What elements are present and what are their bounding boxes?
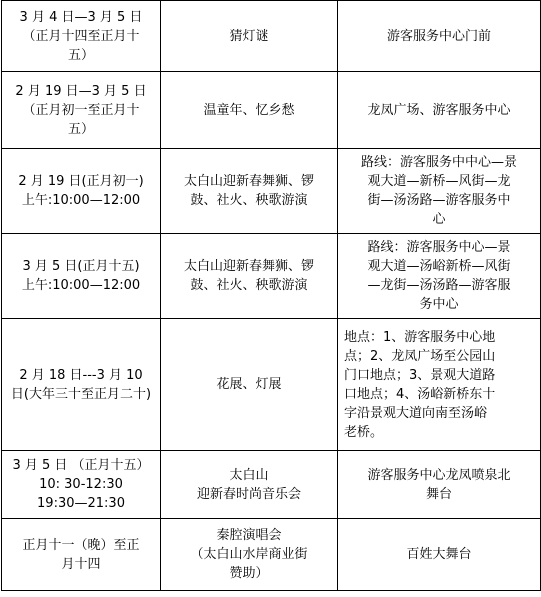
event-cell [161, 72, 338, 149]
cell-line: 点；2、龙凤广场至公园山 [344, 348, 496, 364]
location-cell [338, 234, 541, 319]
time-cell [2, 451, 161, 519]
cell-line: —龙街—汤汤路—游客服 [367, 278, 511, 293]
cell-line: 3 月 5 日(正月十五) [22, 259, 140, 274]
cell-line: 2 月 18 日---3 月 10 [19, 367, 143, 383]
cell-line: 太白山 [229, 467, 269, 483]
time-cell [2, 72, 161, 149]
cell-line: 心 [432, 212, 446, 227]
cell-line: 鼓、社火、秧歌游演 [190, 193, 308, 208]
event-cell [161, 234, 338, 319]
cell-line: 路线：游客服务中中心—景 [360, 155, 517, 170]
table-row [2, 1, 541, 72]
time-cell [2, 149, 161, 234]
time-cell [2, 519, 161, 591]
location-cell [338, 72, 541, 149]
cell-line: 五） [67, 121, 94, 137]
event-cell [161, 451, 338, 519]
table-row [2, 72, 541, 149]
cell-line: 鼓、社火、秧歌游演 [190, 278, 308, 293]
cell-line: 游客服务中心龙凤喷泉北 [367, 467, 511, 483]
location-cell [338, 319, 541, 451]
cell-line: 迎新春时尚音乐会 [196, 486, 301, 502]
cell-line: 日(大年三十至正月二十) [10, 386, 152, 402]
cell-line: 3 月 5 日 （正月十五） [12, 458, 150, 473]
cell-line: 月十四 [61, 556, 101, 572]
cell-line: 龙凤广场、游客服务中心 [367, 102, 511, 118]
schedule-body [2, 1, 541, 591]
cell-line: 3 月 4 日—3 月 5 日 [19, 9, 143, 25]
cell-line: 温童年、忆乡愁 [203, 102, 295, 118]
cell-line: 老桥。 [344, 424, 384, 440]
cell-line: 字沿景观大道向南至汤峪 [344, 405, 488, 421]
cell-line: 2 月 19 日(正月初一) [18, 174, 144, 189]
cell-line: 2 月 19 日—3 月 5 日 [15, 83, 147, 99]
table-row [2, 234, 541, 319]
location-cell [338, 519, 541, 591]
cell-line: 花展、灯展 [216, 377, 282, 392]
cell-line: （正月初一至正月十 [22, 102, 140, 118]
cell-line: 街—汤汤路—游客服务中 [367, 193, 511, 208]
cell-line: 上午:10:00—12:00 [21, 278, 141, 293]
cell-line: （正月十四至正月十 [22, 28, 140, 44]
table-row [2, 319, 541, 451]
location-cell [338, 1, 541, 72]
cell-line: 赞助） [229, 566, 269, 581]
time-cell [2, 1, 161, 72]
cell-line: 观大道—新桥—风街—龙 [367, 174, 511, 189]
time-cell [2, 319, 161, 451]
cell-line: 游客服务中心门前 [386, 28, 491, 44]
cell-line: 观大道—汤峪新桥—风街 [367, 259, 511, 274]
cell-line: 正月十一（晚）至正 [22, 537, 140, 553]
cell-line: 门口地点；3、景观大道路 [344, 367, 496, 383]
time-cell [2, 234, 161, 319]
event-cell [161, 1, 338, 72]
location-cell [338, 451, 541, 519]
table-row [2, 519, 541, 591]
location-cell [338, 149, 541, 234]
cell-line: 口地点；4、汤峪新桥东十 [344, 386, 496, 402]
table-row [2, 149, 541, 234]
table-row [2, 451, 541, 519]
cell-line: 五） [67, 47, 94, 63]
event-schedule-table [1, 0, 541, 591]
cell-line: 秦腔演唱会 [216, 528, 282, 543]
cell-line: （太白山水岸商业街 [190, 547, 308, 562]
cell-line: 猜灯谜 [229, 28, 269, 44]
event-cell [161, 149, 338, 234]
cell-line: 百姓大舞台 [406, 547, 472, 562]
cell-line: 10: 30-12:30 [39, 477, 123, 492]
cell-line: 太白山迎新春舞狮、锣 [183, 259, 314, 274]
cell-line: 舞台 [425, 486, 452, 502]
cell-line: 太白山迎新春舞狮、锣 [183, 174, 314, 189]
cell-line: 19:30—21:30 [37, 496, 125, 511]
cell-line: 路线：游客服务中心—景 [367, 240, 511, 255]
cell-line: 务中心 [419, 297, 459, 312]
cell-line: 地点：1、游客服务中心地 [344, 329, 496, 345]
cell-line: 上午:10:00—12:00 [21, 193, 141, 208]
event-cell [161, 519, 338, 591]
event-cell [161, 319, 338, 451]
